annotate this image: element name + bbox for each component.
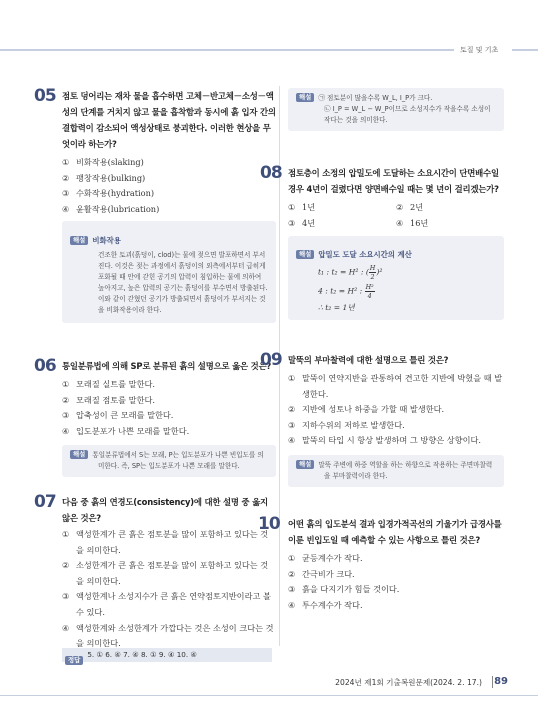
page-header xyxy=(0,44,538,56)
question-9 xyxy=(260,350,504,487)
answer-key xyxy=(62,648,272,662)
option[interactable]: ① 균등계수가 작다. xyxy=(288,553,363,563)
option[interactable]: ② 팽창작용(bulking) xyxy=(62,172,146,183)
option[interactable]: ③ 지하수위의 저하로 발생한다. xyxy=(288,419,405,430)
page-number: 89 xyxy=(494,676,508,687)
formula-line-3: ∴ t₂ = 1년 xyxy=(318,303,355,313)
question-number: 07 xyxy=(34,492,56,512)
explanation-body: 해설 말뚝 주변에 하중 역할을 하는 하향으로 작용하는 주면마찰력을 부마찰력이라 한다. xyxy=(296,460,496,482)
option[interactable]: ③ 액성한계나 소성지수가 큰 흙은 연약점토지반이라고 볼 수 있다. xyxy=(62,591,271,617)
option[interactable]: ① 모래질 실트를 말한다. xyxy=(62,379,155,389)
explanation-title: 비화작용 xyxy=(92,236,121,246)
options-list xyxy=(62,155,276,217)
explanation-box xyxy=(62,221,276,323)
explanation-line-2: ㉡ I_P = W_L − W_P이므로 소성지수가 작을수록 소성이 작다는 것을 의미한다. xyxy=(324,105,491,124)
formula-line-1: t₁ : t₂ = H² : ( $\frac{H}{2}$ )² xyxy=(318,264,383,282)
question-10 xyxy=(258,514,504,613)
option[interactable]: ② 간극비가 크다. xyxy=(288,568,355,579)
explanation-box xyxy=(62,445,276,477)
explanation-badge: 해설 xyxy=(70,450,88,459)
option[interactable]: ④ 투수계수가 작다. xyxy=(288,599,363,610)
explanation-title: 압밀도 도달 소요시간의 계산 xyxy=(318,250,412,260)
option[interactable]: ③ 흙을 다지기가 힘들 것이다. xyxy=(288,584,400,595)
option[interactable]: ① 1년 xyxy=(288,202,316,212)
question-stem: 통일분류법에 의해 SP로 분류된 흙의 설명으로 옳은 것은? xyxy=(62,361,272,371)
option[interactable]: ② 소성한계가 큰 흙은 점토분을 많이 포함하고 있다는 것을 의미한다. xyxy=(62,560,269,586)
option[interactable]: ① 말뚝이 연약지반을 관통하여 견고한 지반에 박혔을 때 발생한다. xyxy=(288,373,503,399)
answer-badge: 정답 xyxy=(65,656,83,665)
footer-separator xyxy=(492,676,493,688)
options-list xyxy=(62,377,276,439)
question-number: 10 xyxy=(258,514,280,534)
question-number: 09 xyxy=(260,350,282,370)
question-stem: 다음 중 흙의 연경도(consistency)에 대한 설명 중 옳지 않은 것은? xyxy=(62,497,268,523)
option[interactable]: ③ 4년 xyxy=(288,217,316,228)
option[interactable]: ④ 윤활작용(lubrication) xyxy=(62,203,160,214)
option[interactable]: ④ 16년 xyxy=(396,217,429,228)
question-number: 06 xyxy=(34,356,56,376)
explanation-badge: 해설 xyxy=(296,250,314,259)
options-list xyxy=(62,527,276,652)
question-5 xyxy=(34,86,276,323)
formula-block xyxy=(296,264,496,314)
question-stem: 어떤 흙의 입도분석 결과 입경가적곡선의 기울기가 급경사를 이룬 빈입도일 때 예측할 수 있는 사항으로 틀린 것은? xyxy=(288,519,502,545)
option[interactable]: ③ 압축성이 큰 모래를 말한다. xyxy=(62,410,174,421)
option[interactable]: ④ 말뚝의 타입 시 항상 발생하며 그 방향은 상향이다. xyxy=(288,435,482,446)
explanation-box xyxy=(288,455,504,487)
explanation-badge: 해설 xyxy=(70,236,88,245)
question-7 xyxy=(34,492,276,652)
footer-rule xyxy=(0,695,538,696)
explanation-line-1: 해설 ㉠ 점토분이 많을수록 W_L, I_P가 크다. xyxy=(296,93,496,104)
footer-source: 2024년 제1회 기출복원문제(2024. 2. 17.) xyxy=(335,678,482,687)
question-number: 08 xyxy=(260,163,282,183)
explanation-box-q7 xyxy=(288,88,504,131)
formula-line-2: 4 : t₂ = H² : $\frac{\text{H²}}{4}$ xyxy=(318,283,374,301)
option[interactable]: ② 2년 xyxy=(396,202,424,212)
options-list xyxy=(288,371,504,449)
question-8 xyxy=(260,163,504,320)
section-tab: 토질 및 기초 xyxy=(454,44,512,56)
explanation-badge: 해설 xyxy=(296,93,314,102)
question-number: 05 xyxy=(34,86,56,106)
option[interactable]: ④ 액성한계와 소성한계가 가깝다는 것은 소성이 크다는 것을 의미한다. xyxy=(62,622,274,649)
explanation-body: 해설 통일분류법에서 S는 모래, P는 입도분포가 나쁜 빈입도를 의미한다. 즉, SP는 입도분포가 나쁜 모래를 말한다. xyxy=(70,450,268,472)
option[interactable]: ① 비화작용(slaking) xyxy=(62,157,144,167)
explanation-box xyxy=(288,236,504,320)
option[interactable]: ② 지반에 성토나 하중을 가할 때 발생한다. xyxy=(288,404,445,415)
answer-list: 5. ① 6. ④ 7. ④ 8. ① 9. ④ 10. ④ xyxy=(87,650,197,659)
option[interactable]: ③ 수화작용(hydration) xyxy=(62,188,155,199)
option[interactable]: ② 모래질 점토를 말한다. xyxy=(62,394,155,405)
explanation-badge: 해설 xyxy=(296,460,314,469)
option[interactable]: ④ 입도분포가 나쁜 모래를 말한다. xyxy=(62,425,190,436)
option[interactable]: ① 액성한계가 큰 흙은 점토분을 많이 포함하고 있다는 것을 의미한다. xyxy=(62,529,269,555)
options-list xyxy=(288,551,504,613)
explanation-body: 건조한 토괴(흙덩이, clod)는 물에 젖으면 발포하면서 부서진다. 이것은 젖는 과정에서 흙덩이의 외측에서부터 급히게 포화될 때 안에 갇힌 공기의 압력이 침입하는 물에 의하여 높아지고, 높은 압력의 공기는 흙덩이를 부수면서 방출된다. 이와 같이 갇혔던 공기가 방출되면서 흙덩이가 부서지는 것을 비화작용이라 한다. xyxy=(98,251,268,315)
question-stem: 점토 덩어리는 재차 물을 흡수하면 고체－반고체－소성－액성의 단계를 거치지 않고 물을 흡착함과 동시에 흙 입자 간의 결합력이 감소되어 액성상태로 붕괴한다. 이러한 현상을 무엇이라 하는가? xyxy=(62,91,276,149)
question-stem: 말뚝의 부마찰력에 대한 설명으로 틀린 것은? xyxy=(288,355,449,365)
question-stem: 점토층이 소정의 압밀도에 도달하는 소요시간이 단면배수일 경우 4년이 걸렸다면 양면배수일 때는 몇 년이 걸리겠는가? xyxy=(288,168,499,194)
options-list xyxy=(288,200,504,231)
